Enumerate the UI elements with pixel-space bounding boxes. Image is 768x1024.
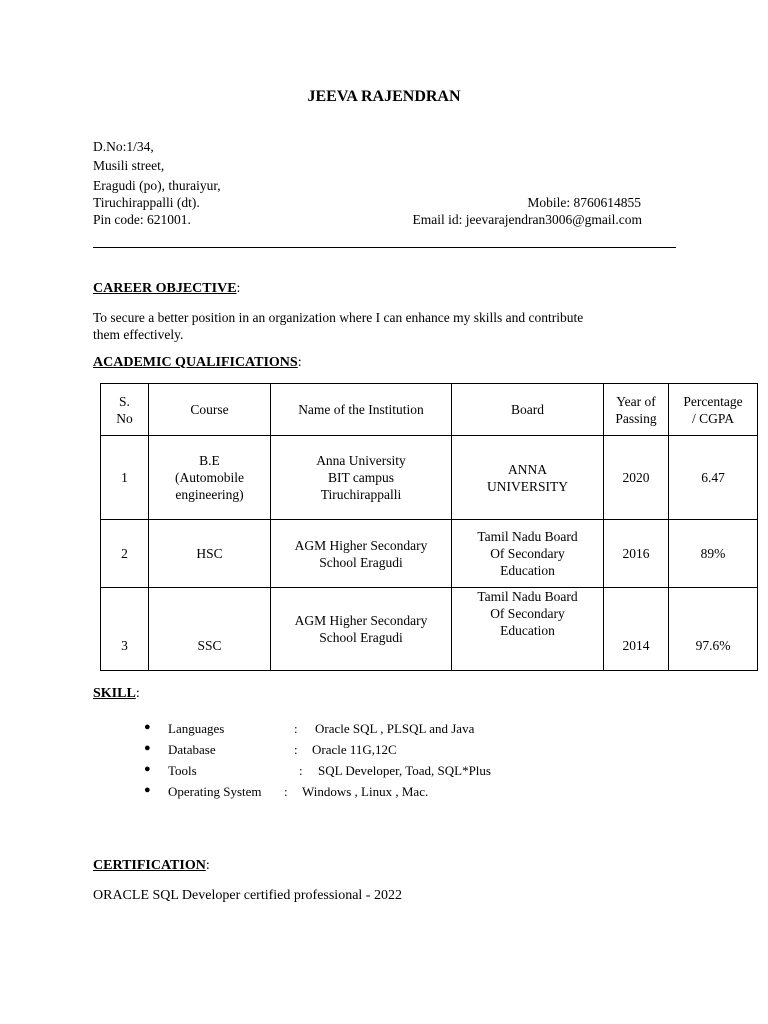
cell-institution: AGM Higher Secondary School Eragudi	[271, 588, 452, 671]
cell-year: 2020	[604, 436, 669, 520]
skill-value: SQL Developer, Toad, SQL*Plus	[318, 763, 491, 778]
header-percentage: Percentage / CGPA	[669, 384, 758, 436]
skill-separator: :	[299, 763, 303, 778]
cell-year: 2016	[604, 520, 669, 588]
address-line-4: Tiruchirappalli (dt).	[93, 195, 200, 210]
certification-text: ORACLE SQL Developer certified professional - 2022	[93, 888, 402, 903]
skill-separator: :	[284, 784, 288, 799]
address-pincode: Pin code: 621001.	[93, 212, 191, 227]
skill-label: Tools	[168, 763, 197, 778]
header-course: Course	[149, 384, 271, 436]
skill-value: Windows , Linux , Mac.	[302, 784, 429, 799]
cell-sno: 3	[101, 588, 149, 671]
cell-course: HSC	[149, 520, 271, 588]
career-objective-text-line-1: To secure a better position in an organization where I can enhance my skills and contribute	[93, 310, 584, 325]
skill-label: Languages	[168, 721, 225, 736]
table-row	[101, 520, 758, 588]
header-sno: S. No	[101, 384, 149, 436]
skill-separator: :	[294, 721, 298, 736]
cell-board: ANNA UNIVERSITY	[452, 436, 604, 520]
cell-percentage: 97.6%	[669, 588, 758, 671]
mobile-number: Mobile: 8760614855	[527, 195, 641, 210]
header-institution: Name of the Institution	[271, 384, 452, 436]
cell-course: B.E (Automobile engineering)	[149, 436, 271, 520]
header-board: Board	[452, 384, 604, 436]
cell-institution: Anna University BIT campus Tiruchirappalli	[271, 436, 452, 520]
bullet-icon: ●	[144, 742, 151, 754]
table-row	[101, 436, 758, 520]
cell-sno: 2	[101, 520, 149, 588]
cell-course: SSC	[149, 588, 271, 671]
skill-separator: :	[294, 742, 298, 757]
skill-value: Oracle SQL , PLSQL and Java	[315, 721, 475, 736]
cell-institution: AGM Higher Secondary School Eragudi	[271, 520, 452, 588]
header-divider	[93, 247, 676, 248]
candidate-name: JEEVA RAJENDRAN	[307, 88, 461, 105]
cell-percentage: 6.47	[669, 436, 758, 520]
certification-heading: CERTIFICATION:	[93, 858, 210, 873]
career-objective-text-line-2: them effectively.	[93, 327, 184, 342]
cell-year: 2014	[604, 588, 669, 671]
table-header-row	[101, 384, 758, 436]
cell-sno: 1	[101, 436, 149, 520]
cell-board: Tamil Nadu Board Of Secondary Education	[452, 588, 604, 671]
header-year: Year of Passing	[604, 384, 669, 436]
address-line-1: D.No:1/34,	[93, 139, 154, 154]
skill-label: Operating System	[168, 784, 262, 799]
bullet-icon: ●	[144, 763, 151, 775]
cell-percentage: 89%	[669, 520, 758, 588]
skill-label: Database	[168, 742, 216, 757]
address-line-2: Musili street,	[93, 158, 165, 173]
cell-board: Tamil Nadu Board Of Secondary Education	[452, 520, 604, 588]
bullet-icon: ●	[144, 721, 151, 733]
academic-qualifications-table	[100, 383, 758, 671]
skill-heading: SKILL:	[93, 686, 140, 701]
skill-value: Oracle 11G,12C	[312, 742, 397, 757]
email-address: Email id: jeevarajendran3006@gmail.com	[412, 212, 642, 227]
career-objective-heading: CAREER OBJECTIVE:	[93, 281, 241, 296]
academic-qualifications-heading: ACADEMIC QUALIFICATIONS:	[93, 355, 302, 370]
table-row	[101, 588, 758, 671]
bullet-icon: ●	[144, 784, 151, 796]
address-line-3: Eragudi (po), thuraiyur,	[93, 178, 221, 193]
